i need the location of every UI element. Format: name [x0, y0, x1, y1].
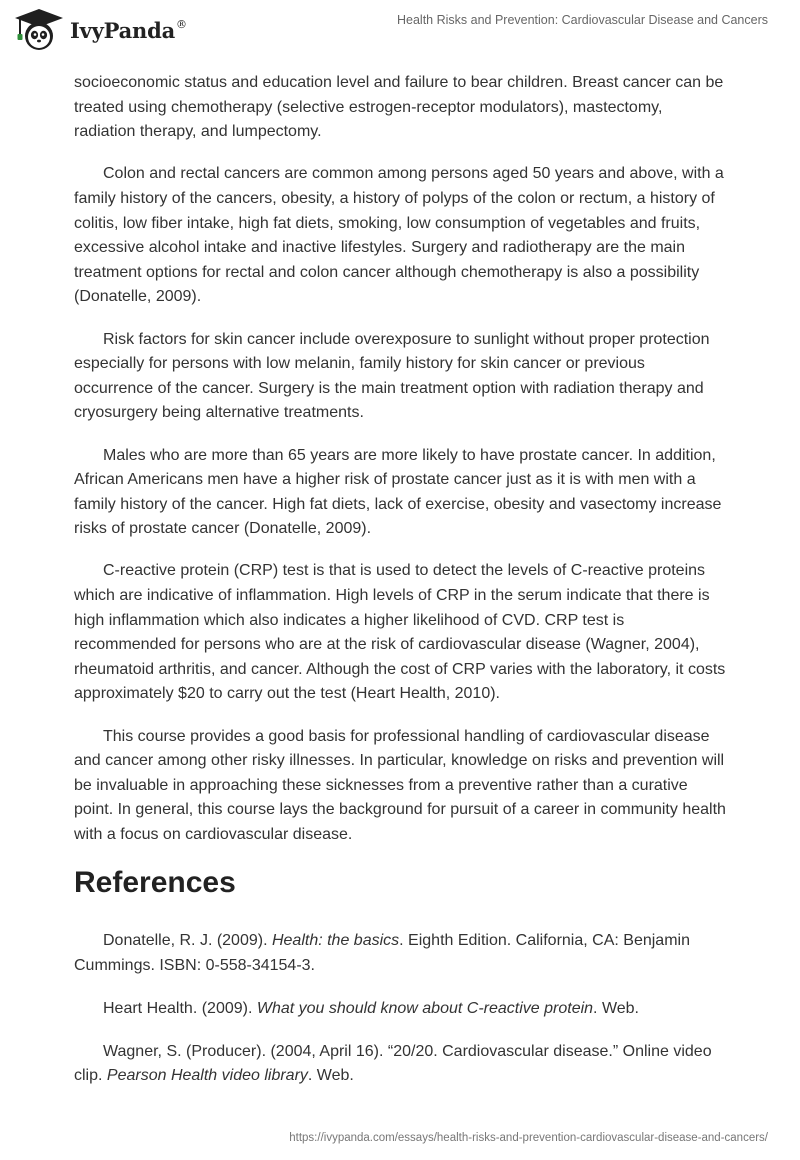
panda-graduate-icon: [14, 8, 64, 52]
reference-title: Health: the basics: [271, 932, 400, 950]
paragraph: Males who are more than 65 years are more likely to have prostate cancer. In addition, African Americans men have a higher risk of prostate cancer just as it is with men with a family history of the cancer. High fat diets, lack of exercise, obesity and vasectomy increase risks of prostate cancer (Donatelle, 2009).: [74, 446, 722, 538]
reference-text: Heart Health. (2009).: [103, 999, 257, 1017]
reference-title: What you should know about C-reactive protein: [256, 999, 594, 1017]
ivypanda-logo[interactable]: [14, 8, 187, 52]
reference-text: . Web.: [307, 1067, 354, 1085]
brand-name: [70, 18, 187, 43]
source-url-link[interactable]: https://ivypanda.com/essays/health-risks-and-prevention-cardiovascular-disease-and-cancers/: [289, 1132, 768, 1144]
reference-text: . Web.: [593, 999, 639, 1017]
paragraph: Colon and rectal cancers are common among persons aged 50 years and above, with a family history of the cancers, obesity, a history of polyps of the colon or rectum, a history of colitis, low fiber intake, high fat diets, smoking, low consumption of vegetables and fruits, excessive alcohol intake and inactive lifestyles. Surgery and radiotherapy are the main treatment options for rectal and colon cancer although chemotherapy is also a possibility (Donatelle, 2009).: [74, 165, 724, 306]
reference-item: [74, 1040, 728, 1089]
references-heading: References: [74, 866, 236, 900]
paragraph: C-reactive protein (CRP) test is that is used to detect the levels of C-reactive proteins which are indicative of inflammation. High levels of CRP in the serum indicate that there is high inflammation which also indicates a higher likelihood of CVD. CRP test is recommended for persons who are at the risk of cardiovascular disease (Wagner, 2004), rheumatoid arthritis, and cancer. Although the cost of CRP varies with the laboratory, it costs approximately $20 to carry out the test (Heart Health, 2010).: [74, 562, 726, 703]
reference-item: [74, 929, 728, 978]
registered-mark: ®: [176, 17, 187, 31]
running-title: Health Risks and Prevention: Cardiovascular Disease and Cancers: [396, 13, 768, 27]
paragraph: This course provides a good basis for professional handling of cardiovascular disease and cancer among other risky illnesses. In particular, knowledge on risks and prevention will be invaluable in approaching these sicknesses from a preventive rather than a curative point. In general, this course lays the background for pursuit of a career in community health with a focus on cardiovascular disease.: [74, 727, 726, 843]
paragraph: socioeconomic status and education level and failure to bear children. Breast cancer can be treated using chemotherapy (selective estrogen-receptor modulators), mastectomy, radiation therapy, and lumpectomy.: [74, 74, 724, 141]
reference-text: Donatelle, R. J. (2009).: [103, 932, 272, 950]
paragraph: Risk factors for skin cancer include overexposure to sunlight without proper protection especially for persons with low melanin, family history for skin cancer or previous occurrence of the cancer. Surgery is the main treatment option with radiation therapy and cryosurgery being alternative treatments.: [74, 330, 710, 422]
reference-text: . Eighth Edition. California, CA: Benjamin Cummings. ISBN: 0-558-34154-3.: [74, 932, 690, 974]
page-header: [0, 0, 800, 60]
reference-title: Pearson Health video library: [106, 1067, 308, 1085]
brand-text: IvyPanda: [70, 17, 176, 43]
reference-item: [74, 997, 728, 1022]
essay-body: [74, 71, 728, 1107]
reference-text: Wagner, S. (Producer). (2004, April 16). “20/20. Cardiovascular disease.” Online video clip.: [74, 1042, 712, 1085]
